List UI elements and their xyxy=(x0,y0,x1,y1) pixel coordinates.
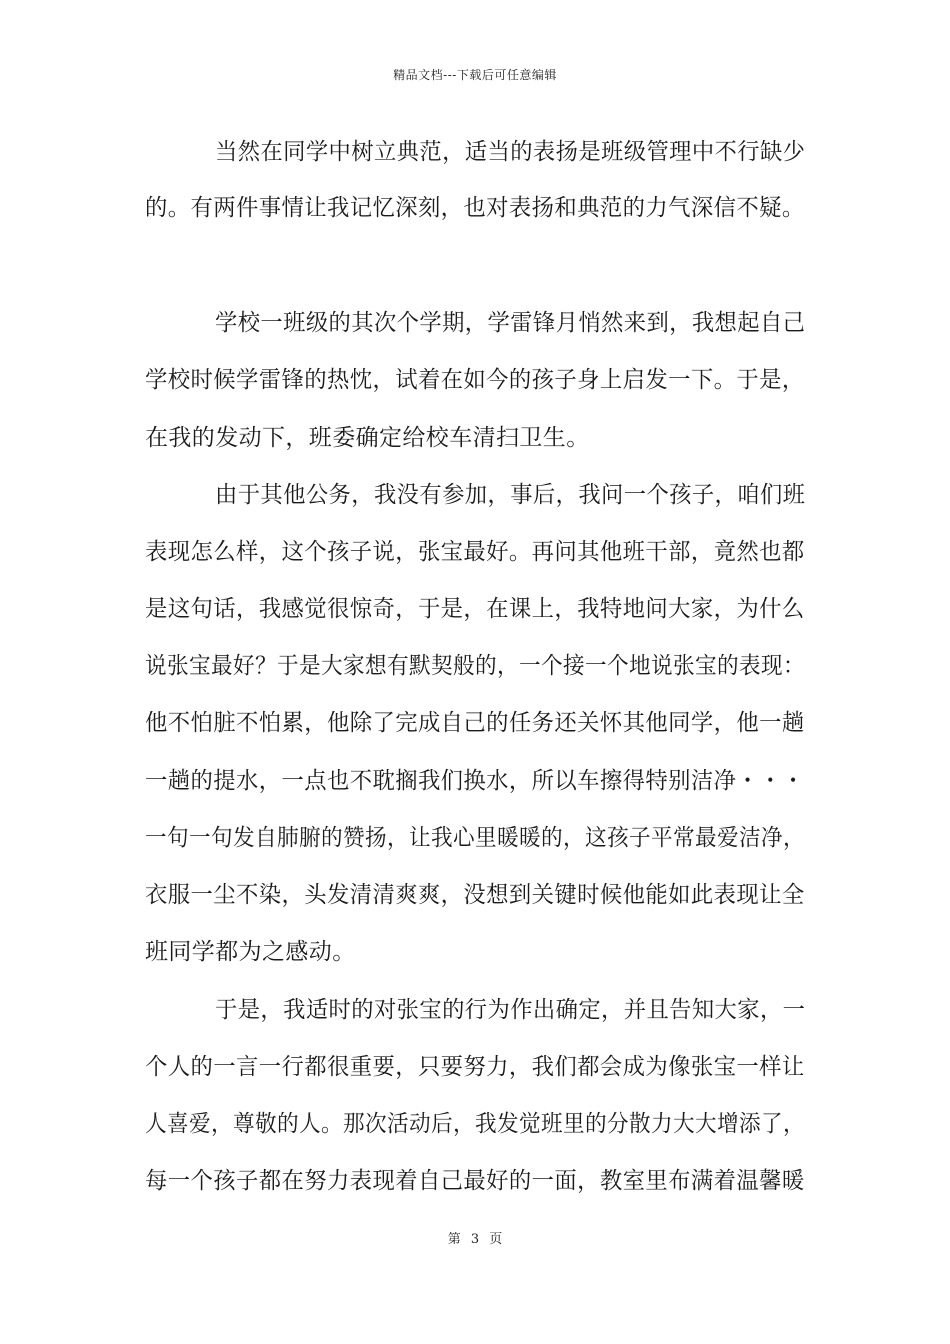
text-line: 是这句话，我感觉很惊奇，于是，在课上，我特地问大家，为什么 xyxy=(145,596,805,622)
page-label-prefix: 第 xyxy=(447,1232,461,1247)
text-line: 一句一句发自肺腑的赞扬，让我心里暖暖的，这孩子平常最爱洁净， xyxy=(145,825,806,851)
text-line: 班同学都为之感动。 xyxy=(145,939,356,965)
text-line: 表现怎么样，这个孩子说，张宝最好。再问其他班干部，竟然也都 xyxy=(145,539,805,565)
text-line: 个人的一言一行都很重要，只要努力，我们都会成为像张宝一样让 xyxy=(145,1054,805,1080)
page-header: 精品文档---下载后可任意编辑 xyxy=(393,68,557,82)
text-line: 每一个孩子都在努力表现着自己最好的一面，教室里布满着温馨暖 xyxy=(145,1168,805,1194)
text-line: 在我的发动下，班委确定给校车清扫卫生。 xyxy=(145,425,590,451)
text-line: 当然在同学中树立典范，适当的表扬是班级管理中不行缺少 xyxy=(215,139,806,165)
text-line: 学校一班级的其次个学期，学雷锋月悄然来到，我想起自己 xyxy=(215,310,806,336)
text-line: 于是，我适时的对张宝的行为作出确定，并且告知大家，一 xyxy=(215,997,806,1023)
page-number: 3 xyxy=(470,1232,480,1247)
text-line: 的。有两件事情让我记忆深刻，也对表扬和典范的力气深信不疑。 xyxy=(145,195,805,221)
text-line: 说张宝最好？于是大家想有默契般的，一个接一个地说张宝的表现： xyxy=(145,653,806,679)
text-line: 一趟的提水，一点也不耽搁我们换水，所以车擦得特别洁净・・・ xyxy=(145,768,805,794)
text-line: 由于其他公务，我没有参加，事后，我问一个孩子，咱们班 xyxy=(215,482,806,508)
text-line: 学校时候学雷锋的热忱，试着在如今的孩子身上启发一下。于是， xyxy=(145,367,805,393)
page-label-suffix: 页 xyxy=(489,1232,503,1247)
text-line: 人喜爱，尊敬的人。那次活动后，我发觉班里的分散力大大增添了， xyxy=(145,1111,806,1137)
text-line: 他不怕脏不怕累，他除了完成自己的任务还关怀其他同学，他一趟 xyxy=(145,710,805,736)
page-footer xyxy=(0,1228,950,1247)
text-line: 衣服一尘不染，头发清清爽爽，没想到关键时候他能如此表现让全 xyxy=(145,882,805,908)
